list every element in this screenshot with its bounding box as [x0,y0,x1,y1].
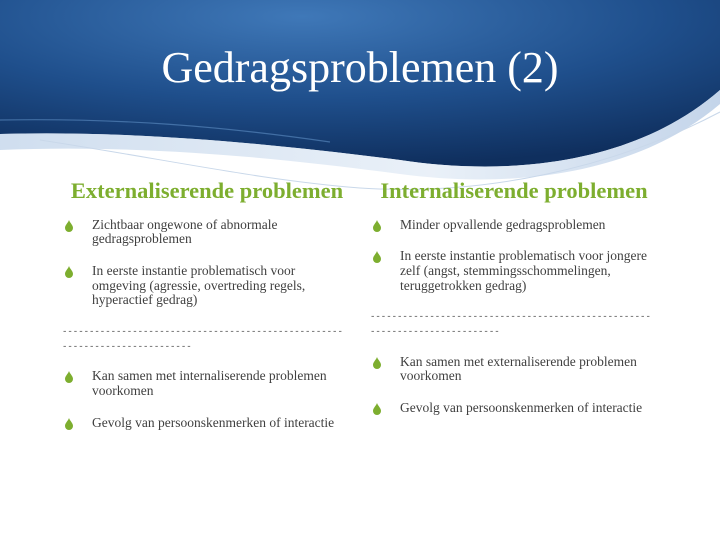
bullet-text: Gevolg van persoonskenmerken of interactie [400,399,643,415]
column-internalizing [370,178,658,433]
column-externalizing [62,178,352,447]
slide-title: Gedragsproblemen (2) [161,43,559,92]
list-item [62,218,352,247]
bullet-text: In eerste instantie problematisch voor jongere zelf (angst, stemmingsschommelingen, teruggetrokken gedrag) [400,248,648,293]
bullet-text: Gevolg van persoonskenmerken of interactie [92,414,335,430]
bullet-text: In eerste instantie problematisch voor omgeving (agressie, overtreding regels, hyperactief gedrag) [92,263,306,308]
droplet-icon [62,265,76,279]
droplet-icon [370,356,384,370]
droplet-icon [62,417,76,431]
bullet-list [370,355,658,416]
list-item [370,355,658,384]
list-item [62,264,352,308]
droplet-icon [370,219,384,233]
separator-line: ---------------------------------------------------------------------------- [62,326,343,353]
bullet-text: Minder opvallende gedragsproblemen [400,216,606,232]
droplet-icon [62,370,76,384]
droplet-icon [62,219,76,233]
bullet-text: Kan samen met internaliserende problemen voorkomen [92,368,327,398]
bullet-list [62,369,352,430]
list-item [370,218,658,233]
droplet-icon [370,250,384,264]
list-item [62,369,352,398]
bullet-text: Zichtbaar ongewone of abnormale gedragsproblemen [92,216,278,247]
bullet-list [62,218,352,308]
column-heading: Internaliserende problemen [380,178,648,203]
bullet-text: Kan samen met externaliserende problemen voorkomen [400,353,637,384]
header-swoosh-background [0,0,720,200]
list-item [62,416,352,431]
droplet-icon [370,402,384,416]
column-heading: Externaliserende problemen [70,178,344,203]
bullet-list [370,218,658,293]
separator-line: ---------------------------------------------------------------------------- [370,312,651,338]
list-item [370,249,658,293]
list-item [370,401,658,416]
